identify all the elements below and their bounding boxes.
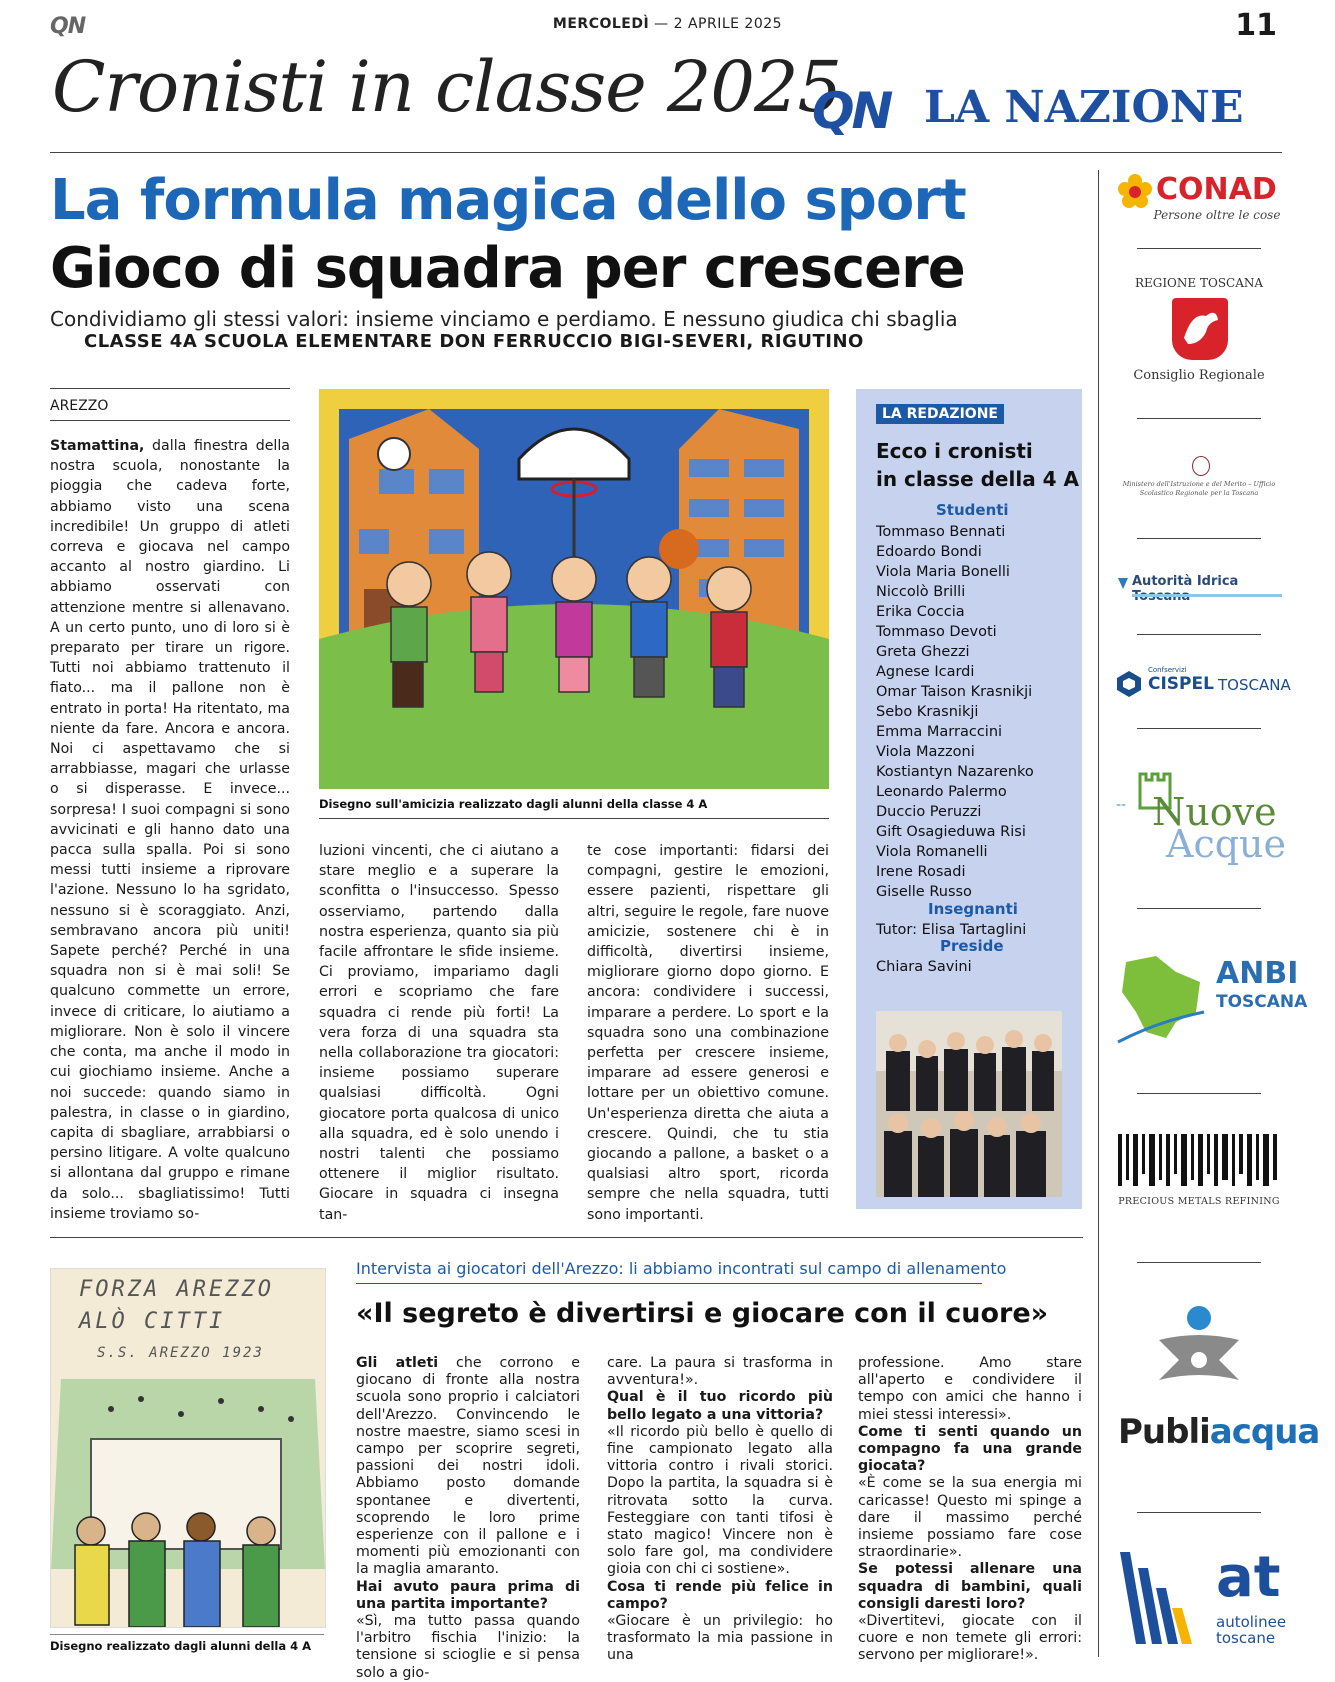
tuscany-map-icon [1116,952,1206,1048]
paper-name: LA NAZIONE [924,82,1244,133]
student-name: Irene Rosadi [876,864,966,880]
dateline [0,16,1335,32]
anbi-toscana: TOSCANA [1216,992,1308,1012]
at-sub-1: autolinee [1216,1613,1287,1631]
redazione-title [876,437,1079,493]
students-label: Studenti [936,501,1009,519]
student-name: Leonardo Palermo [876,784,1007,800]
cispel-logo [1116,666,1291,706]
header-rule [50,152,1282,153]
article-column-3 [587,841,829,1225]
interview-column-2 [607,1355,833,1665]
student-name: Erika Coccia [876,604,965,620]
date-separator: — [654,16,674,32]
question-4: Come ti senti quando un compagno fa una grande giocata? [858,1423,1082,1475]
article-column-1 [50,436,290,1224]
question-3: Cosa ti rende più felice in campo? [607,1578,833,1612]
autorita-wave [1132,594,1282,597]
arezzo-drawing [50,1268,326,1628]
cispel-small: Confservizi [1148,666,1187,674]
student-name: Omar Taison Krasnikji [876,684,1033,700]
cispel-toscana: TOSCANA [1218,676,1291,694]
autolinee-toscane-logo [1116,1545,1287,1657]
sponsor-separator [1137,1512,1261,1513]
conad-name: CONAD [1156,172,1277,207]
lead-bold: Stamattina, [50,438,145,454]
student-name: Viola Maria Bonelli [876,564,1010,580]
pegasus-icon [1172,298,1228,360]
tutor: Tutor: Elisa Tartaglini [876,922,1027,938]
student-name: Duccio Peruzzi [876,804,982,820]
column-3-text: te cose importanti: fidarsi dei compagni, gestire le emozioni, essere pazienti, rispettare gli altri, seguire le regole, fare nuove amicizie, sostenere chi è in difficoltà, divertirsi insieme, migliorare giorno dopo giorno. E ancora: condividere i successi, imparare a perdere. Lo sport e la squadra sono una combinazione perfetta per crescere insieme, imparare ad essere generosi e lottare per un obiettivo comune. Un'esperienza diretta che aiuta a crescere. Quindi, che tu stia giocando a pallone, a basket o a qualsiasi altro sport, ricorda sempre che nella squadra, tutti sono importanti. [587,843,829,1223]
answer-1-continued: care. La paura si trasforma in avventura!». [607,1355,833,1389]
date: 2 APRILE 2025 [673,16,783,32]
drawing-text-alo: ALÒ CITTI [79,1309,226,1334]
student-name: Tommaso Bennati [876,524,1006,540]
drawing-caption: Disegno sull'amicizia realizzato dagli alunni della classe 4 A [319,797,708,811]
city-rule-bottom [50,420,290,421]
drawing-text-ss: S.S. AREZZO 1923 [97,1345,264,1361]
sponsor-separator [1137,634,1261,635]
column-1-text: dalla finestra della nostra scuola, nonostante la pioggia che cadeva forte, abbiamo visto una scena incredibile! Un gruppo di atleti correva e giocava nel campo accanto al nostro giardino. Li abbiamo osservati con attenzione mentre si allenavano. A un certo punto, uno di loro si è preparato per tirare un rigore. Tutti noi abbiamo trattenuto il fiato... ma il pallone non è entrato in porta! Ha ritentato, ma niente da fare. Ancora e ancora. Noi ci aspettavamo che si arrabbiasse, magari che urlasse o si disperasse. E invece... sorpresa! I suoi compagni si sono avvicinati e gli hanno dato una pacca sulla spalla. Poi si sono messi tutti insieme a riprovare l'azione. Nessuno lo ha sgridato, nessuno si è scoraggiato. Anzi, sembravano ancora più uniti! Sapete perché? Perché in una squadra non si è mai soli! Se qualcuno commette un errore, invece di criticare, lo aiutiamo a migliorare. Non è solo il vincere che conta, ma anche il modo in cui giochiamo insieme. Anche a noi succede: quando siamo in palestra, in classe o in giardino, capita di sbagliare, arrabbiarsi o persino litigare. A volte qualcuno si allontana dal gruppo e rimane da solo... sbagliatissimo! Tutti insieme troviamo so- [50,438,291,1222]
regione-crest-icon [1172,298,1228,360]
page-number: 11 [1235,8,1277,43]
arezzo-drawing-caption: Disegno realizzato dagli alunni della 4 A [50,1639,312,1653]
precious-metals-logo [1116,1134,1282,1214]
interview-column-1 [356,1355,580,1682]
autorita-idrica-logo [1116,574,1282,604]
answer-5: «Divertitevi, giocate con il cuore e non temete gli errori: servono per migliorare!». [858,1613,1082,1664]
student-name: Viola Romanelli [876,844,988,860]
student-name: Sebo Krasnikji [876,704,979,720]
at-sub-2: toscane [1216,1629,1276,1647]
interview-column-3 [858,1355,1082,1665]
answer-3: «Giocare è un privilegio: ho trasformato la mia passione in una [607,1613,833,1664]
student-name: Emma Marraccini [876,724,1003,740]
sponsor-separator [1137,1262,1261,1263]
interview-headline: «Il segreto è divertirsi e giocare con il cuore» [356,1298,1049,1329]
sponsor-separator [1137,538,1261,539]
regione-bottom-text: Consiglio Regionale [1133,368,1265,383]
qn-logo-small: QN [50,14,86,39]
friendship-drawing [319,389,829,789]
caption-rule [319,818,829,819]
at-sub [1216,1614,1286,1646]
interview-lead-bold: Gli atleti [356,1355,439,1371]
subtitle: Condividiamo gli stessi valori: insieme vinciamo e perdiamo. E nessuno giudica chi sbaglia [50,307,958,331]
cispel-hexagon-icon [1116,670,1142,698]
conad-flower-icon [1118,174,1152,208]
nuove-acque-logo [1116,768,1287,868]
class-photo [876,1011,1062,1197]
acqua-text: acqua [1209,1412,1320,1452]
redazione-title-line-2: in classe della 4 A [876,467,1080,491]
sponsor-separator [1137,248,1261,249]
conad-logo [1116,170,1282,230]
sponsor-separator [1137,1093,1261,1094]
qn-logo: QN [812,82,891,140]
answer-4: «È come se la sua energia mi caricasse! Questo mi spinge a dare il massimo perché insieme possiamo fare cose straordinarie». [858,1475,1082,1561]
day: MERCOLEDÌ [552,16,650,32]
ministero-emblem-icon [1192,456,1210,476]
student-name: Kostiantyn Nazarenko [876,764,1034,780]
redazione-tag: LA REDAZIONE [876,404,1004,424]
question-2: Qual è il tuo ricordo più bello legato a una vittoria? [607,1389,833,1423]
conad-tagline: Persone oltre le cose [1153,208,1281,222]
student-name: Greta Ghezzi [876,644,970,660]
ministero-text: Ministero dell'Istruzione e del Merito – Ufficio Scolastico Regionale per la Toscana [1122,480,1276,497]
principal-label: Preside [940,937,1004,955]
student-name: Agnese Icardi [876,664,975,680]
student-name: Gift Osagieduwa Risi [876,824,1026,840]
nuove-text: Nuove [1152,790,1277,834]
city: AREZZO [50,398,109,414]
class-photo-illustration [876,1011,1062,1197]
at-stripes-icon [1116,1548,1196,1648]
at-text: at [1216,1545,1281,1610]
arezzo-caption-rule [50,1634,324,1635]
anbi-toscana-logo [1116,952,1308,1052]
article-column-2 [319,841,559,1225]
city-rule-top [50,388,290,389]
wave-icon: ≈≈ [1116,802,1127,809]
acque-text: Acque [1166,822,1287,866]
principal-name: Chiara Savini [876,959,972,975]
headline-secondary: Gioco di squadra per crescere [50,236,965,301]
student-name: Niccolò Brilli [876,584,966,600]
redazione-title-line-1: Ecco i cronisti [876,439,1033,463]
students-list [876,522,1034,902]
answer-3-continued: professione. Amo stare all'aperto e condividere il tempo con amici che hanno i miei stessi interessi». [858,1355,1082,1423]
sponsor-divider [1098,170,1099,1657]
publiacqua-emblem-icon [1149,1300,1249,1400]
regione-top-text: REGIONE TOSCANA [1134,276,1264,290]
sponsor-separator [1137,908,1261,909]
interview-intro: che corrono e giocano di fronte alla nostra scuola sono proprio i calciatori dell'Arezzo. Convincendo le nostre maestre, siamo scesi in campo per scoprire segreti, passioni dei nostri idoli. Abbiamo posto domande spontanee e divertenti, scoprendo le loro prime esperienze con il pallone e i momenti più emozionanti con la maglia amaranto. [356,1355,580,1578]
autorita-name: Autorità Idrica [1132,574,1239,589]
barcode-icon [1116,1134,1282,1190]
redazione-box [856,389,1082,1209]
cispel-name: CISPEL [1148,674,1214,694]
interview-kicker: Intervista ai giocatori dell'Arezzo: li abbiamo incontrati sul campo di allenamento [356,1259,1007,1278]
student-name: Tommaso Devoti [876,624,997,640]
byline: CLASSE 4A SCUOLA ELEMENTARE DON FERRUCCIO BIGI-SEVERI, RIGUTINO [84,331,864,352]
student-name: Viola Mazzoni [876,744,975,760]
headline-primary: La formula magica dello sport [50,168,966,233]
drawing-text-forza: FORZA AREZZO [79,1277,274,1302]
publiacqua-logo [1116,1300,1320,1470]
sponsor-separator [1137,728,1261,729]
publi-text: Publi [1118,1412,1210,1452]
kicker-underline [356,1283,982,1284]
column-2-text: luzioni vincenti, che ci aiutano a stare meglio e a superare la sconfitta o l'insuccesso. Spesso osserviamo, partendo dalla nostra esperienza, quanto sia più facile affrontare le sfide insieme. Ci proviamo, impariamo dagli errori e scopriamo che fare squadra ci rende più forti! La vera forza di una squadra sta nella collaborazione tra giocatori: insieme possiamo superare qualsiasi difficoltà. Ogni giocatore porta qualcosa di unico alla squadra, ed è solo unendo i nostri talenti che possiamo ottenere il miglior risultato. Giocare in squadra ci insegna tan- [319,843,559,1223]
sponsor-separator [1137,418,1261,419]
question-5: Se potessi allenare una squadra di bambini, quali consigli daresti loro? [858,1561,1082,1612]
student-name: Giselle Russo [876,884,972,900]
masthead-title: Cronisti in classe 2025 [52,46,842,128]
student-name: Edoardo Bondi [876,544,982,560]
precious-name: PRECIOUS METALS REFINING [1118,1196,1280,1207]
question-1: Hai avuto paura prima di una partita importante? [356,1578,580,1612]
teachers-label: Insegnanti [928,900,1018,918]
answer-2: «Il ricordo più bello è quello di fine campionato legato alla vittoria contro i rivali storici. Dopo la partita, la squadra si è ritrovata sotto la curva. Festeggiare con tanti tifosi è stato magico! Vincere non è solo fare gol, ma condividere gioia con chi ci sostiene». [607,1423,833,1578]
water-drop-icon [1116,576,1130,590]
drawing-illustration [319,389,829,789]
anbi-name: ANBI [1216,956,1299,991]
publiacqua-name [1118,1412,1319,1452]
section-rule [50,1237,1083,1238]
answer-1: «Sì, ma tutto passa quando l'arbitro fischia l'inizio: la tensione si scioglie e si pensa solo a gio- [356,1613,580,1681]
